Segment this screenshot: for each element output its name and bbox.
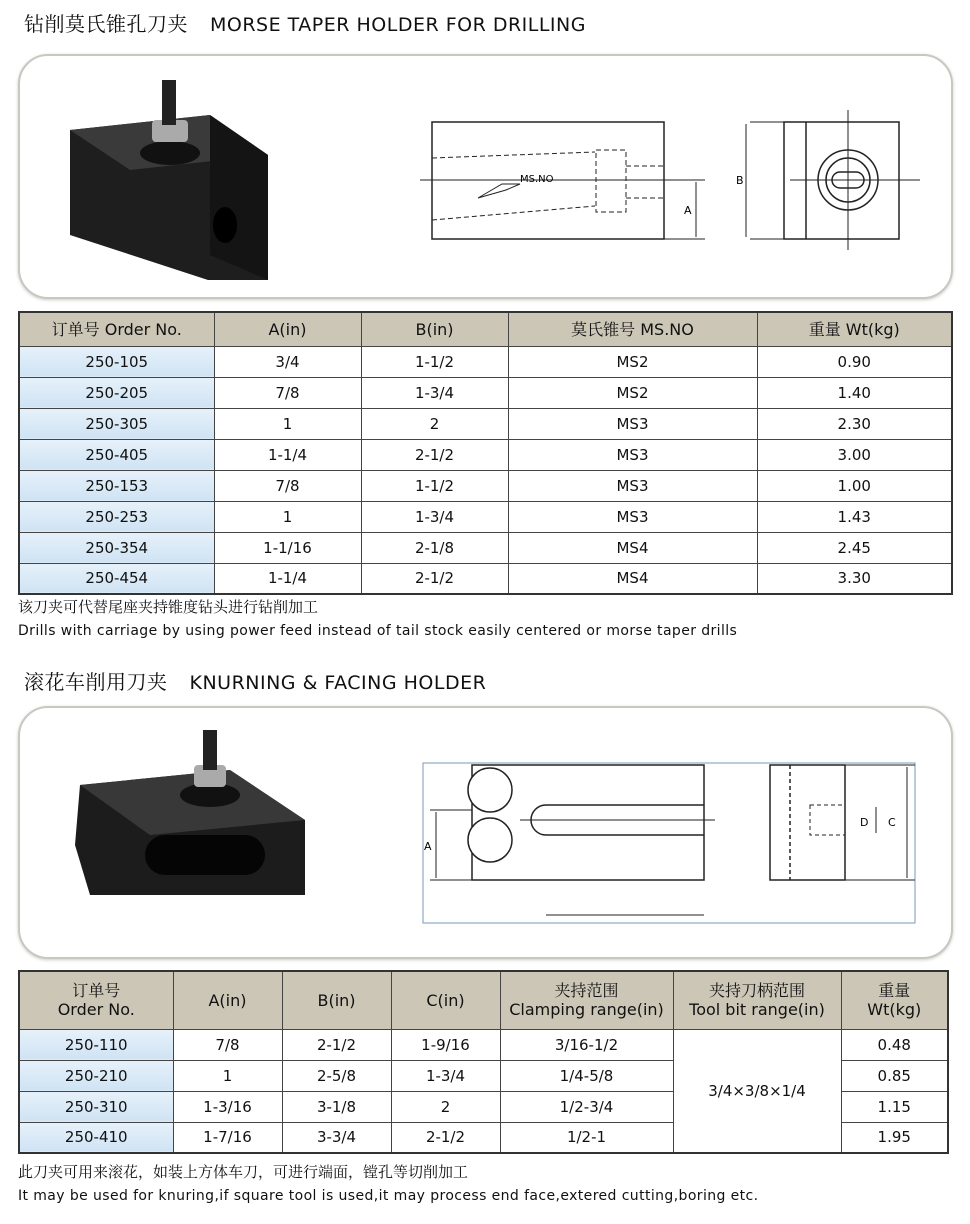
- c-label: C: [888, 816, 896, 829]
- table-cell: 2-1/2: [361, 439, 508, 470]
- table-cell: 0.48: [841, 1029, 948, 1060]
- column-header: A(in): [214, 312, 361, 346]
- header-en: Tool bit range(in): [689, 1000, 825, 1020]
- header-cn: 夹持范围: [554, 981, 619, 1001]
- header-en: C(in): [426, 990, 465, 1010]
- table-cell: 0.85: [841, 1060, 948, 1091]
- header-en: Wt(kg): [867, 1000, 922, 1020]
- order-no-cell: 250-410: [19, 1122, 173, 1153]
- table-cell: 0.90: [757, 346, 952, 377]
- table-row: [19, 377, 952, 408]
- b-label: B: [736, 174, 744, 187]
- table-cell: 1.40: [757, 377, 952, 408]
- table-cell: 3/4: [214, 346, 361, 377]
- table-cell: 1-1/4: [214, 563, 361, 594]
- column-header: [391, 971, 500, 1029]
- table-cell: 1-7/16: [173, 1122, 282, 1153]
- table-cell: 2-1/2: [361, 563, 508, 594]
- knurling-holder-photo: [70, 725, 310, 905]
- note-cn: 此刀夹可用来滚花，如装上方体车刀，可进行端面，镗孔等切削加工: [18, 1163, 469, 1181]
- order-no-cell: 250-310: [19, 1091, 173, 1122]
- header-en: Order No.: [57, 1000, 135, 1020]
- section2-title: [24, 666, 486, 695]
- table-cell: MS2: [508, 377, 757, 408]
- section1-title: [24, 8, 586, 37]
- order-no-cell: 250-105: [19, 346, 214, 377]
- table-cell: 1-9/16: [391, 1029, 500, 1060]
- a-label: A: [424, 840, 432, 853]
- table-cell: 1-3/4: [361, 377, 508, 408]
- table-cell: 2: [361, 408, 508, 439]
- title-en: MORSE TAPER HOLDER FOR DRILLING: [210, 14, 586, 36]
- morse-holder-table: [18, 311, 953, 595]
- note-cn: 该刀夹可代替尾座夹持锥度钻头进行钻削加工: [18, 598, 319, 616]
- table-cell: 1.95: [841, 1122, 948, 1153]
- table-cell: 1/2-1: [500, 1122, 673, 1153]
- table-cell: MS4: [508, 532, 757, 563]
- column-header: [282, 971, 391, 1029]
- table-row: [19, 346, 952, 377]
- table-row: [19, 563, 952, 594]
- table-cell: 1.43: [757, 501, 952, 532]
- table-cell: MS3: [508, 470, 757, 501]
- header-cn: 重量: [878, 981, 911, 1001]
- table-row: [19, 439, 952, 470]
- header-cn: 夹持刀柄范围: [708, 981, 805, 1001]
- table-cell: 3/16-1/2: [500, 1029, 673, 1060]
- column-header: [841, 971, 948, 1029]
- table-cell: 2-1/2: [391, 1122, 500, 1153]
- table-cell: MS3: [508, 439, 757, 470]
- ms-label: MS.NO: [520, 174, 554, 185]
- table-cell: 1-1/2: [361, 470, 508, 501]
- order-no-cell: 250-405: [19, 439, 214, 470]
- column-header: 重量 Wt(kg): [757, 312, 952, 346]
- column-header: [173, 971, 282, 1029]
- table-cell: 1-1/4: [214, 439, 361, 470]
- table-cell: 2.30: [757, 408, 952, 439]
- table-cell: 1-1/2: [361, 346, 508, 377]
- column-header: 莫氏锥号 MS.NO: [508, 312, 757, 346]
- morse-holder-photo: [60, 75, 280, 285]
- table-row: [19, 408, 952, 439]
- table-cell: 1: [214, 501, 361, 532]
- note-en: Drills with carriage by using power feed instead of tail stock easily centered or morse taper drills: [18, 623, 738, 639]
- table-cell: 1-3/16: [173, 1091, 282, 1122]
- table-cell: 1: [173, 1060, 282, 1091]
- table-cell: 1/4-5/8: [500, 1060, 673, 1091]
- table-row: [19, 470, 952, 501]
- title-en: KNURNING & FACING HOLDER: [189, 672, 487, 694]
- a-label: A: [684, 204, 692, 217]
- table-cell: 7/8: [214, 377, 361, 408]
- table-cell: MS3: [508, 408, 757, 439]
- table-row: [19, 501, 952, 532]
- table-cell: 2-5/8: [282, 1060, 391, 1091]
- column-header: [673, 971, 841, 1029]
- table-cell: 1.00: [757, 470, 952, 501]
- tool-bit-range-cell: 3/4×3/8×1/4: [673, 1029, 841, 1153]
- table-cell: 2.45: [757, 532, 952, 563]
- table-cell: 3.30: [757, 563, 952, 594]
- column-header: [500, 971, 673, 1029]
- d-label: D: [860, 816, 869, 829]
- table-cell: MS2: [508, 346, 757, 377]
- note-en: It may be used for knuring,if square tool is used,it may process end face,extered cutting,boring etc.: [18, 1188, 759, 1204]
- table-cell: MS4: [508, 563, 757, 594]
- knurling-holder-drawing: [420, 760, 920, 925]
- table-row: [19, 532, 952, 563]
- order-no-cell: 250-253: [19, 501, 214, 532]
- column-header: B(in): [361, 312, 508, 346]
- column-header: [19, 971, 173, 1029]
- table-cell: 3.00: [757, 439, 952, 470]
- table-cell: 1-3/4: [391, 1060, 500, 1091]
- title-cn: 钻削莫氏锥孔刀夹: [24, 12, 188, 36]
- table-cell: 1.15: [841, 1091, 948, 1122]
- header-en: A(in): [208, 990, 247, 1010]
- order-no-cell: 250-210: [19, 1060, 173, 1091]
- header-en: Clamping range(in): [509, 1000, 664, 1020]
- column-header: 订单号 Order No.: [19, 312, 214, 346]
- order-no-cell: 250-305: [19, 408, 214, 439]
- header-en: B(in): [317, 990, 356, 1010]
- table-cell: 2: [391, 1091, 500, 1122]
- table-cell: 1-3/4: [361, 501, 508, 532]
- table-cell: 1/2-3/4: [500, 1091, 673, 1122]
- header-cn: 订单号: [72, 981, 121, 1001]
- table-cell: 3-3/4: [282, 1122, 391, 1153]
- table-cell: MS3: [508, 501, 757, 532]
- table-cell: 1: [214, 408, 361, 439]
- table-row: [19, 1029, 948, 1060]
- table-cell: 3-1/8: [282, 1091, 391, 1122]
- order-no-cell: 250-354: [19, 532, 214, 563]
- table-cell: 2-1/8: [361, 532, 508, 563]
- order-no-cell: 250-153: [19, 470, 214, 501]
- order-no-cell: 250-205: [19, 377, 214, 408]
- table-cell: 7/8: [214, 470, 361, 501]
- order-no-cell: 250-110: [19, 1029, 173, 1060]
- knurling-holder-table: [18, 970, 949, 1154]
- order-no-cell: 250-454: [19, 563, 214, 594]
- table-cell: 1-1/16: [214, 532, 361, 563]
- morse-holder-drawing: [420, 110, 930, 250]
- table-cell: 2-1/2: [282, 1029, 391, 1060]
- table-cell: 7/8: [173, 1029, 282, 1060]
- title-cn: 滚花车削用刀夹: [24, 670, 168, 694]
